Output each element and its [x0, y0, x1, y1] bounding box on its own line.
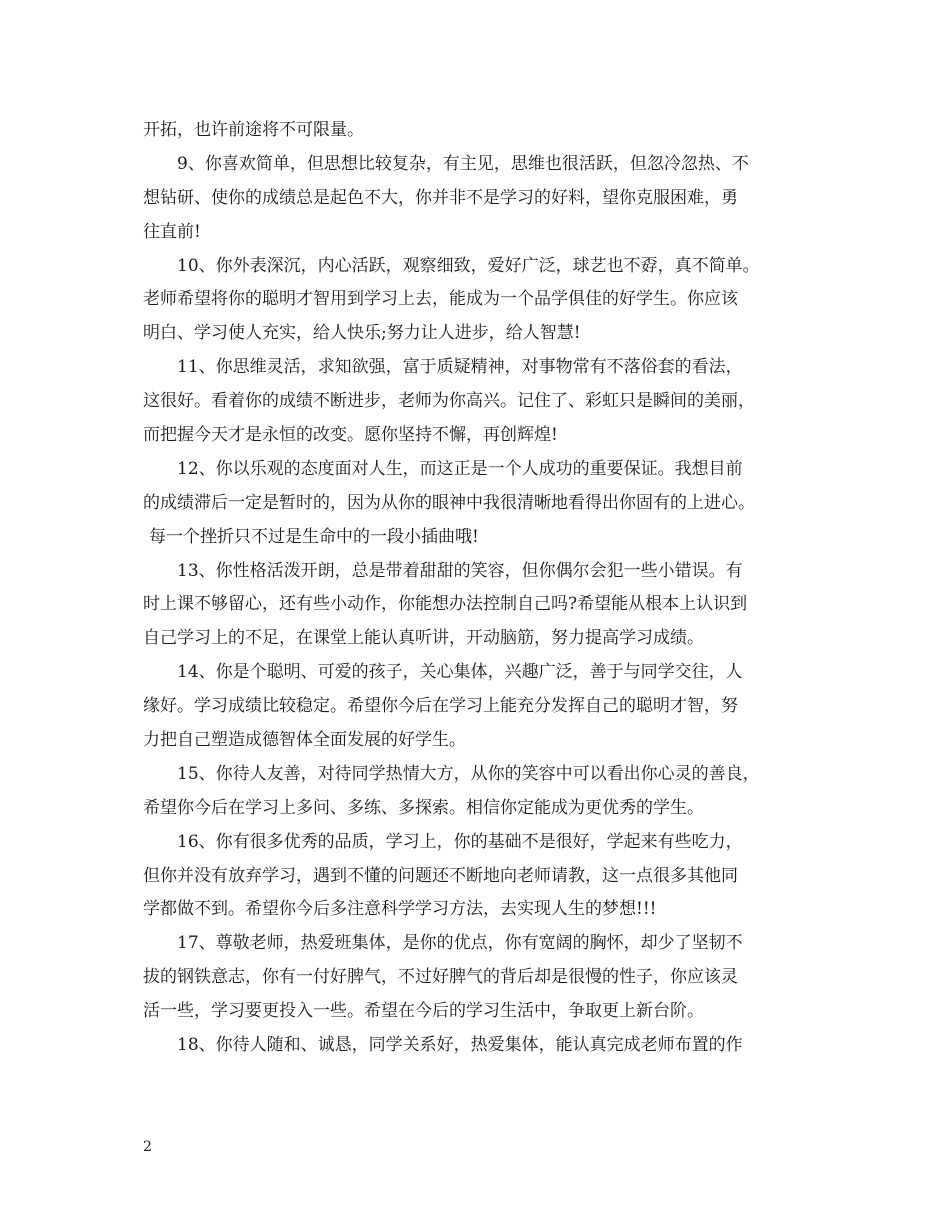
text-line: 活一些，学习要更投入一些。希望在今后的学习生活中，争取更上新台阶。	[143, 1001, 704, 1022]
text-line: 17、尊敬老师，热爱班集体，是你的优点，你有宽阔的胸怀，却少了坚韧不	[177, 933, 743, 954]
text-line: 每一个挫折只不过是生命中的一段小插曲哦!	[149, 526, 479, 547]
text-line: 拔的钢铁意志，你有一付好脾气，不过好脾气的背后却是很慢的性子，你应该灵	[143, 967, 738, 988]
text-line: 14、你是个聪明、可爱的孩子，关心集体，兴趣广泛，善于与同学交往，人	[177, 662, 743, 683]
text-line: 明白、学习使人充实，给人快乐;努力让人进步，给人智慧!	[143, 323, 581, 344]
text-line: 往直前!	[143, 221, 201, 242]
text-line: 15、你待人友善，对待同学热情大方，从你的笑容中可以看出你心灵的善良，	[177, 763, 760, 784]
text-line: 18、你待人随和、诚恳，同学关系好，热爱集体，能认真完成老师布置的作	[177, 1035, 743, 1056]
text-line: 13、你性格活泼开朗，总是带着甜甜的笑容，但你偶尔会犯一些小错误。有	[177, 560, 743, 581]
text-line: 而把握今天才是永恒的改变。愿你坚持不懈，再创辉煌!	[143, 425, 558, 446]
text-line: 希望你今后在学习上多问、多练、多探索。相信你定能成为更优秀的学生。	[143, 797, 704, 818]
text-line: 自己学习上的不足，在课堂上能认真听讲，开动脑筋，努力提高学习成绩。	[143, 628, 704, 649]
text-line: 开拓，也许前途将不可限量。	[143, 120, 364, 140]
text-line: 想钻研、使你的成绩总是起色不大，你并非不是学习的好料，望你克服困难，勇	[143, 187, 738, 208]
text-line: 时上课不够留心，还有些小动作，你能想办法控制自己吗?希望能从根本上认识到	[143, 594, 748, 615]
text-line: 16、你有很多优秀的品质，学习上，你的基础不是很好，学起来有些吃力，	[177, 831, 743, 852]
document-body	[143, 114, 811, 1063]
text-line: 力把自己塑造成德智体全面发展的好学生。	[143, 730, 466, 751]
text-line: 12、你以乐观的态度面对人生，而这正是一个人成功的重要保证。我想目前	[177, 458, 743, 479]
text-line: 9、你喜欢简单，但思想比较复杂，有主见，思维也很活跃，但忽冷忽热、不	[177, 153, 749, 174]
text-line: 11、你思维灵活，求知欲强，富于质疑精神，对事物常有不落俗套的看法，	[177, 357, 743, 378]
page-number: 2	[143, 1139, 152, 1155]
text-line: 但你并没有放弃学习，遇到不懂的问题还不断地向老师请教，这一点很多其他同	[143, 865, 738, 886]
text-line: 学都做不到。希望你今后多注意科学学习方法，去实现人生的梦想!!!	[143, 899, 657, 920]
text-line: 老师希望将你的聪明才智用到学习上去，能成为一个品学俱佳的好学生。你应该	[143, 289, 738, 310]
text-line: 的成绩滞后一定是暂时的，因为从你的眼神中我很清晰地看得出你固有的上进心。	[143, 492, 755, 513]
text-line: 缘好。学习成绩比较稳定。希望你今后在学习上能充分发挥自己的聪明才智，努	[143, 696, 738, 717]
text-line: 10、你外表深沉，内心活跃，观察细致，爱好广泛，球艺也不孬，真不简单。	[177, 255, 760, 276]
text-line: 这很好。看着你的成绩不断进步，老师为你高兴。记住了、彩虹只是瞬间的美丽，	[143, 391, 755, 412]
